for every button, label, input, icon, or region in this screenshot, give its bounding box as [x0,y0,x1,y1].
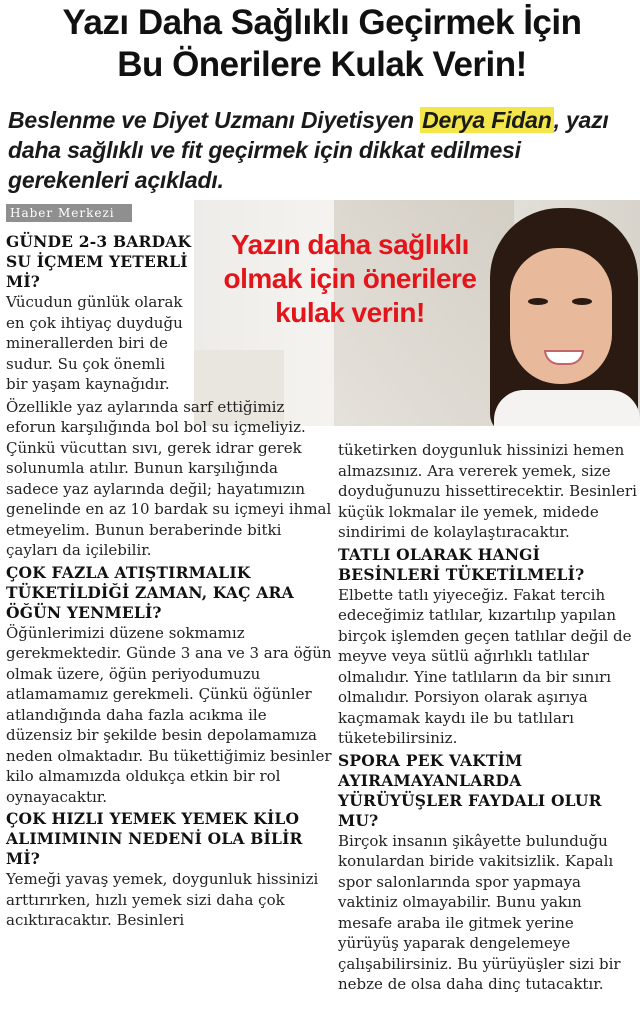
headline-line-1: Yazı Daha Sağlıklı Geçirmek İçin [62,3,582,42]
photo-caption-line-2: olmak için önerilere [223,263,477,294]
article-column-right [338,440,638,997]
section-heading-fast-eating: ÇOK HIZLI YEMEK YEMEK KİLO ALIMIMININ NEDENİ OLA BİLİR Mİ? [6,809,303,868]
article-column-left [6,232,332,933]
headline [0,2,644,86]
section-heading-water: GÜNDE 2-3 BARDAK SU İÇMEM YETERLİ Mİ? [6,232,192,291]
section-body-fast-eating-end: tüketirken doygunluk hissinizi hemen almazsınız. Ara vererek yemek, size doyduğunuzu hissettirecektir. Besinleri küçük lokmalar ile yemek, midede sindirimi de kolaylaştıracaktır. [338,441,637,541]
section-heading-snacks: ÇOK FAZLA ATIŞTIRMALIK TÜKETİLDİĞİ ZAMAN, KAÇ ARA ÖĞÜN YENMELİ? [6,562,294,622]
headline-line-2: Bu Önerilere Kulak Verin! [117,45,527,84]
section-heading-desserts: TATLI OLARAK HANGİ BESİNLERİ TÜKETİLMELİ? [338,544,585,584]
deck [8,105,640,195]
section-heading-walking: SPORA PEK VAKTİM AYIRAMAYANLARDA YÜRÜYÜŞLER FAYDALI OLUR MU? [338,750,602,830]
portrait-right-eye [572,298,592,305]
photo-caption-line-1: Yazın daha sağlıklı [231,229,469,260]
portrait-shirt [494,390,640,426]
photo-caption-line-3: kulak verin! [275,297,425,328]
section-body-water-intro: Vücudun günlük olarak en çok ihtiyaç duyduğu minerallerden biri de sudur. Su çok önemli bir yaşam kaynağıdır. [6,293,183,393]
deck-text-end: , yazı daha sağlıklı ve fit geçirmek için dikkat edilmesi gerekenleri açıkladı. [8,107,609,193]
portrait-left-eye [528,298,548,305]
section-body-snacks: Öğünlerimizi düzene sokmamız gerekmektedir. Günde 3 ana ve 3 ara öğün olmak üzere, öğün periyodumuzu atlamamamız gerekmeli. Çünkü öğünler atlandığında daha fazla acıkma ile düzensiz bir şekilde besin depolamamıza neden olmaktadır. Bu tükettiğimiz besinler kilo almamızda oldukça etkin bir rol oynayacaktır. [6,623,332,806]
byline: Haber Merkezi [6,204,132,222]
deck-highlighted-name: Derya Fidan [422,107,552,133]
section-body-water: Özellikle yaz aylarında sarf ettiğimiz eforun karşılığında bol bol su içmeliyiz. Çünkü vücuttan sıvı, gerek idrar gerek solunumla atılır. Bunun karşılığında sadece yaz aylarında değil; hayatımızın genelinde en az 10 bardak su içmeyi ihmal etmeyelim. Bunun beraberinde bitki çayları da içilebilir. [6,397,332,559]
section-body-walking: Birçok insanın şikâyette bulunduğu konulardan biride vakitsizlik. Kapalı spor salonlarında spor yapmaya vaktiniz olmayabilir. Bunu yakın mesafe araba ile gitmek yerine yürüyüş yaparak dengelemeye çalışabilirsiniz. Bu yürüyüşler sizi bir nebze de olsa daha dinç tutacaktır. [338,831,621,993]
section-body-desserts: Elbette tatlı yiyeceğiz. Fakat tercih edeceğimiz tatlılar, kızartılıp yapılan birçok işlemden geçen tatlılar değil de meyve veya sütlü ağırlıklı tatlılar olmalıdır. Yine tatlıların da bir sınırı olmalıdır. Porsiyon olarak aşırıya kaçmamak kaydı ile bu tatlıları tüketebilirsiniz. [338,585,632,747]
section-body-fast-eating-start: Yemeği yavaş yemek, doygunluk hissinizi arttırırken, hızlı yemek sizi daha çok acıktıracaktır. Besinleri [6,870,319,929]
deck-text-start: Beslenme ve Diyet Uzmanı Diyetisyen [8,107,421,133]
